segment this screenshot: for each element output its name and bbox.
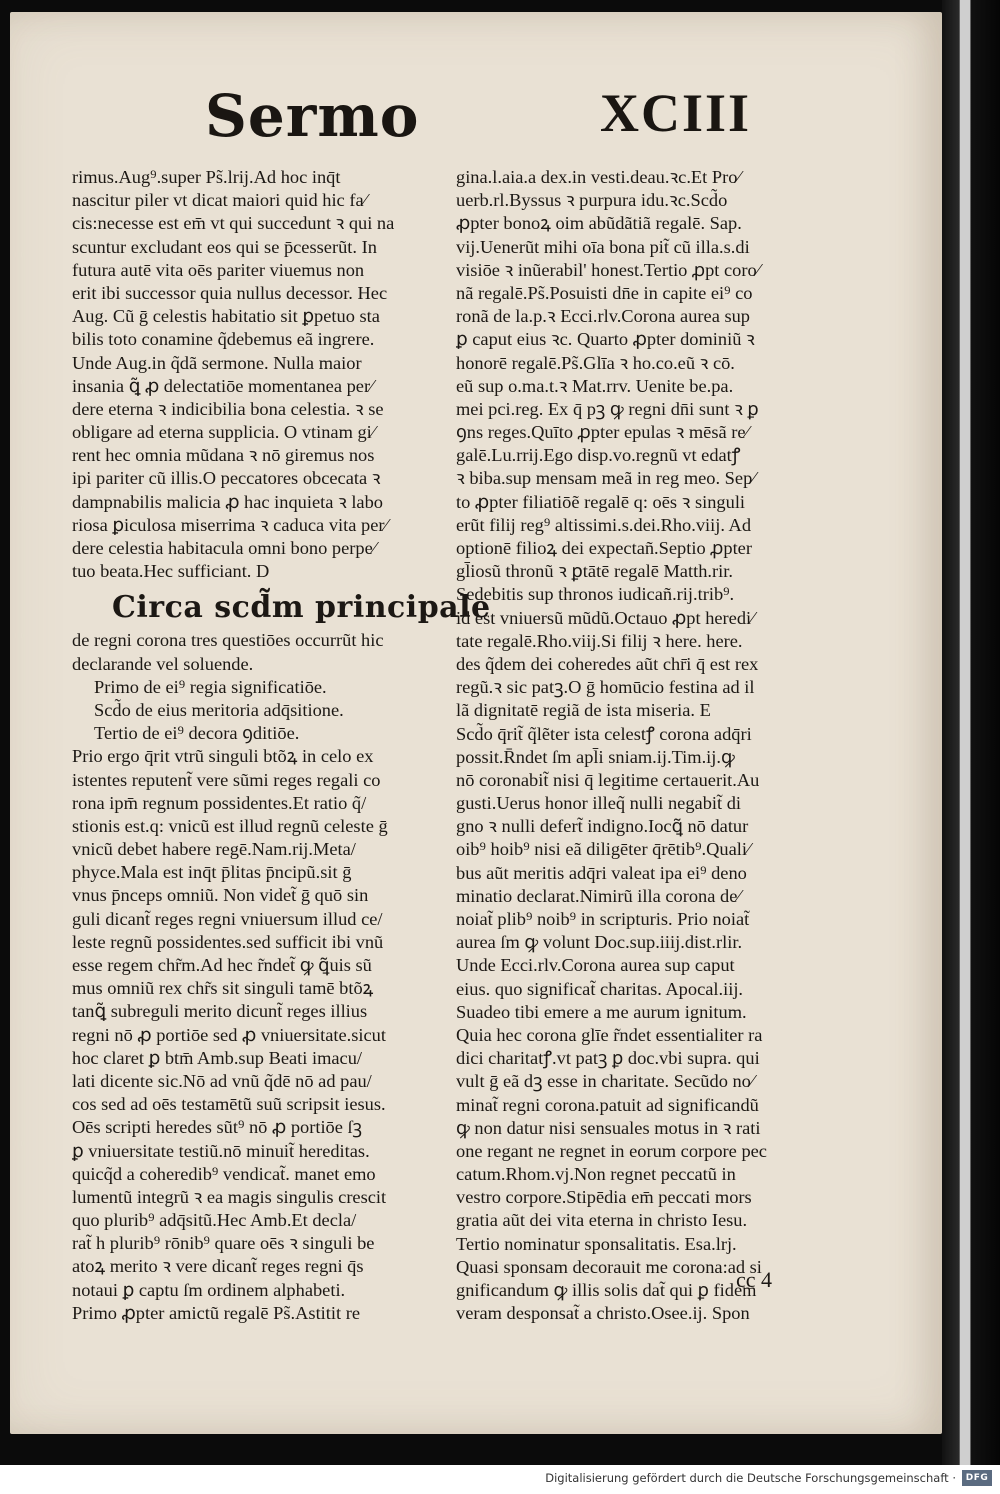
text-line: Scd̃o q̄rit̃ q̃lẽter ista celestꝭ corona adq̄ri <box>456 723 752 744</box>
text-line: riosa ꝑiculosa miserrima ꝛ caduca vita per⁄ <box>72 514 388 535</box>
text-line: phyce.Mala est inq̄t p̄litas p̄ncipũ.sit ḡ <box>72 862 352 883</box>
text-line: dici charitatꝭ.vt patꝫ ꝑ doc.vbi supra. qui <box>456 1048 760 1069</box>
text-line: rat̃ h plurib⁹ rōnib⁹ quare oēs ꝛ singuli be <box>72 1233 375 1254</box>
text-line: Scd̃o de eius meritoria adq̄sitione. <box>94 699 344 720</box>
text-line: atoꝝ merito ꝛ vere dicant̃ reges regni q̄s <box>72 1256 364 1277</box>
text-line: gina.l.aia.a dex.in vesti.deau.ꝛc.Et Pro⁄ <box>456 167 741 187</box>
text-line: ꝑ vniuersitate testiũ.nō minuit̃ hereditas. <box>72 1140 370 1161</box>
text-line: Primo ꝓpter amictũ regalē Ps̃.Astitit re <box>72 1302 361 1323</box>
text-line: mei pci.reg. Ex q̄ pꝫ ꝙ regni dn̄i sunt ꝛ ꝑ <box>456 398 759 419</box>
text-line: cis:necesse est em̄ vt qui succedunt ꝛ qui na <box>72 213 395 234</box>
text-line: nō coronabit̃ nisi q̄ legitime certauerit.Au <box>456 769 760 790</box>
text-line: quo plurib⁹ adq̄sitũ.Hec Amb.Et decla/ <box>72 1210 357 1231</box>
text-line: eũ sup o.ma.t.ꝛ Mat.rrv. Uenite be.pa. <box>456 375 734 396</box>
text-line: erũt filij reg⁹ altissimi.s.dei.Rho.viij. Ad <box>456 514 752 535</box>
text-line: nascitur piler vt dicat maiori quid hic fa⁄ <box>72 190 367 211</box>
text-line: esse regem chr̃m.Ad hec r̃ndet̃ ꝙ ꝗ̃uis sũ <box>72 955 372 975</box>
text-line: catum.Rhom.vj.Non regnet peccatũ in <box>456 1164 736 1185</box>
text-line: notaui ꝑ captu ſm ordinem alphabeti. <box>72 1279 346 1300</box>
text-line: dampnabilis malicia ꝓ hac inquieta ꝛ labo <box>72 491 383 512</box>
text-line: possit.R̄ndet ſm apl̄i sniam.ij.Tim.ij.ꝙ <box>456 746 735 767</box>
text-line: bilis toto conamine q̃debemus eã ingrere. <box>72 329 375 350</box>
section-heading: Circa scd̃m principale <box>112 590 491 626</box>
text-line: Quasi sponsam decorauit me corona:ad si <box>456 1256 762 1277</box>
text-line: gno ꝛ nulli defert̃ indigno.Iocꝗ̃ nō datur <box>456 816 749 837</box>
text-line: tuo beata.Hec sufficiant. D <box>72 561 270 582</box>
text-line: aurea ſm ꝙ volunt Doc.sup.iiij.dist.rlir. <box>456 932 743 953</box>
right-text-column <box>456 166 821 1325</box>
text-line: lati dicente sic.Nō ad vnũ q̃dē nō ad pau/ <box>72 1070 372 1091</box>
text-line: istentes reputent̃ vere sũmi reges regali co <box>72 769 381 790</box>
text-line: obligare ad eterna supplicia. O vtinam gi⁄ <box>72 422 375 443</box>
text-line: id est vniuersũ mũdũ.Octauo ꝓpt heredi⁄ <box>456 607 755 628</box>
text-line: tanꝗ̃ subreguli merito dicunt̃ reges illius <box>72 1001 368 1022</box>
text-line: leste regnũ possidentes.sed sufficit ibi vnũ <box>72 931 384 952</box>
text-line: ronã de la.p.ꝛ Ecci.rlv.Corona aurea sup <box>456 306 750 327</box>
text-line: Quia hec corona glīe r̃ndet essentialiter ra <box>456 1024 763 1045</box>
running-header-left: Sermo <box>205 82 420 150</box>
text-line: des q̃dem dei coheredes aũt chr̄i q̄ est rex <box>456 653 759 674</box>
text-line: Suadeo tibi emere a me aurum ignitum. <box>456 1001 747 1022</box>
text-line: lumentũ integrũ ꝛ ea magis singulis crescit <box>72 1186 387 1207</box>
text-line: ꝙ non datur nisi sensuales motus in ꝛ rati <box>456 1117 761 1138</box>
text-line: rimus.Aug⁹.super Ps̃.lrij.Ad hoc inq̄t <box>72 167 341 187</box>
text-line: gusti.Uerus honor illeq̃ nulli negabit̃ di <box>456 793 742 814</box>
text-line: erit ibi successor quia nullus decessor. Hec <box>72 282 388 303</box>
text-line: guli dicant̃ reges regni vniuersum illud ce/ <box>72 908 383 929</box>
text-line: futura autē vita oēs pariter viuemus non <box>72 259 365 280</box>
text-line: regũ.ꝛ sic patꝫ.O ḡ homūcio festina ad il <box>456 677 755 698</box>
text-line: eius. quo significat̃ charitas. Apocal.iij. <box>456 978 744 999</box>
text-line: minatio declarat.Nimirũ illa corona de⁄ <box>456 885 741 906</box>
text-line: vnicũ debet habere regē.Nam.rij.Meta/ <box>72 839 356 860</box>
text-line: hoc claret ꝑ btm̄ Amb.sup Beati imacu/ <box>72 1047 363 1068</box>
text-line: nã regalē.Ps̃.Posuisti dn̄e in capite ei⁹ co <box>456 282 753 303</box>
text-line: vult ḡ eã dꝫ esse in charitate. Secũdo no⁄ <box>456 1071 754 1092</box>
text-line: vestro corpore.Stipēdia em̄ peccati mors <box>456 1187 752 1208</box>
text-line: optionē filioꝝ dei expectañ.Septio ꝓpter <box>456 538 752 558</box>
text-line: lã dignitatē regiã de ista miseria. E <box>456 700 711 721</box>
text-line: Tertio nominatur sponsalitatis. Esa.lrj. <box>456 1233 737 1254</box>
text-line: tate regalē.Rho.viij.Si filij ꝛ here. here. <box>456 630 743 651</box>
text-line: uerb.rl.Byssus ꝛ purpura idu.ꝛc.Scd̃o <box>456 190 728 211</box>
text-line: dere eterna ꝛ indicibilia bona celestia. ꝛ se <box>72 398 384 419</box>
text-line: veram desponsat̃ a christo.Osee.ij. Spon <box>456 1303 750 1324</box>
text-line: bus aũt meritis adq̄ri valeat ipa ei⁹ deno <box>456 862 747 883</box>
text-line: ꝓpter bonoꝝ oim abũdãtiã regalē. Sap. <box>456 213 742 234</box>
text-line: gnificandum ꝙ illis solis dat̃ qui ꝑ fidem <box>456 1280 757 1300</box>
text-line: oib⁹ hoib⁹ nisi eã diligēter q̄rētib⁹.Quali⁄ <box>456 839 751 860</box>
text-line: stionis est.q: vnicũ est illud regnũ celeste ḡ <box>72 815 388 836</box>
digitization-footer <box>0 1465 1000 1494</box>
text-line: cos sed ad oēs testamētũ suũ scripsit iesus. <box>72 1094 386 1115</box>
text-line: Unde Aug.in q̃dã sermone. Nulla maior <box>72 352 362 373</box>
text-line: insania ꝗ̃ ꝓ delectatiōe momentanea per⁄ <box>72 375 374 396</box>
text-line: Primo de ei⁹ regia significatiōe. <box>94 676 327 697</box>
text-line: de regni corona tres questiōes occurrũt hic <box>72 630 384 651</box>
text-line: vij.Uenerũt mihi oīa bona pit̃ cũ illa.s.di <box>456 236 750 257</box>
dfg-logo: DFG <box>962 1470 992 1486</box>
text-line: rent hec omnia mũdana ꝛ nō giremus nos <box>72 445 375 466</box>
text-line: ꝑ caput eius ꝛc. Quarto ꝓpter dominiũ ꝛ <box>456 329 755 350</box>
book-edge <box>942 0 1000 1465</box>
text-line: one regant ne regnet in eorum corpore pec <box>456 1140 767 1161</box>
text-line: Unde Ecci.rlv.Corona aurea sup caput <box>456 955 735 976</box>
signature-mark: cc 4 <box>736 1267 773 1292</box>
text-line: regni nō ꝓ portiōe sed ꝓ vniuersitate.sicut <box>72 1024 386 1045</box>
text-line: vnus p̄nceps omniũ. Non videt̃ ḡ quō sin <box>72 885 369 906</box>
text-line: galē.Lu.rrij.Ego disp.vo.regnũ vt edatꝭ <box>456 445 741 466</box>
text-line: Prio ergo q̄rit vtrũ singuli btõꝝ in celo ex <box>72 746 374 767</box>
left-text-column <box>72 166 491 1325</box>
text-line: gl̄iosũ thronũ ꝛ ꝑtātē regalē Matth.rir. <box>456 561 733 582</box>
text-line: honorē regalē.Ps̃.Glīa ꝛ ho.co.eũ ꝛ cō. <box>456 352 735 373</box>
text-line: dere celestia habitacula omni bono perpe⁄ <box>72 538 376 558</box>
text-line: quicq̃d a coheredib⁹ vendicat̃. manet emo <box>72 1163 376 1184</box>
funding-credit: Digitalisierung gefördert durch die Deutsche Forschungsgemeinschaft · <box>545 1471 956 1485</box>
text-line: noiat̃ plib⁹ noib⁹ in scripturis. Prio noiat̃ <box>456 909 750 929</box>
text-line: to ꝓpter filiatiōẽ regalē q: oēs ꝛ singuli <box>456 491 746 512</box>
text-line: scuntur excludant eos qui se p̄cesserũt. In <box>72 236 377 257</box>
text-line: gratia aũt dei vita eterna in christo Iesu. <box>456 1210 748 1231</box>
text-line: Sedebitis sup thronos iudicañ.rij.trib⁹. <box>456 584 735 605</box>
text-line: Aug. Cũ ḡ celestis habitatio sit ꝑpetuo sta <box>72 306 380 327</box>
text-line: Tertio de ei⁹ decora ꝯditiōe. <box>94 723 300 744</box>
text-line: Oēs scripti heredes sũt⁹ nō ꝓ portiōe ſꝫ <box>72 1117 363 1138</box>
folio-number: XCIII <box>600 83 752 143</box>
text-line: minat̃ regni corona.patuit ad significandũ <box>456 1094 759 1115</box>
text-line: mus omniũ rex chr̃s sit singuli tamē btõꝝ <box>72 978 374 999</box>
text-line: ipi pariter cũ illis.O peccatores obcecata ꝛ <box>72 468 381 489</box>
text-line: visiōe ꝛ inũerabil' honest.Tertio ꝓpt coro⁄ <box>456 259 760 280</box>
text-line: ꝯns reges.Quīto ꝓpter epulas ꝛ mēsã re⁄ <box>456 422 749 443</box>
text-line: declarande vel soluende. <box>72 653 254 674</box>
text-line: ꝛ biba.sup mensam meã in reg meo. Sep⁄ <box>456 468 756 489</box>
book-page <box>10 12 942 1434</box>
text-line: rona ipm̄ regnum possidentes.Et ratio q̃/ <box>72 792 367 813</box>
